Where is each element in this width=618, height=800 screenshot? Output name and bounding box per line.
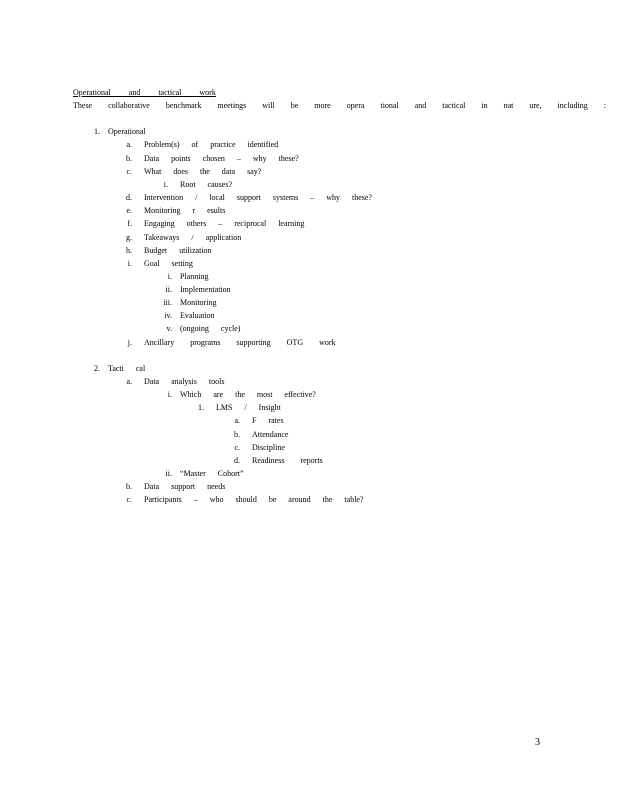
list-item: Monitoring [180,298,217,307]
list-label: b. [234,430,240,439]
list-label: iii. [163,298,172,307]
list-item: “Master Cohort” [180,469,244,478]
list-item: Budget utilization [144,246,212,255]
list-label: c. [234,443,240,452]
list-item: Problem(s) of practice identified [144,140,279,149]
section1-title: Operational [108,127,146,136]
list-item: Data points chosen – why these? [144,154,299,163]
list-item: Which are the most effective? [180,390,316,399]
list-label: ii. [165,285,172,294]
list-label: i. [167,272,172,281]
list-label: d. [126,193,132,202]
list-item: Attendance [252,430,289,439]
list-label: a. [234,416,240,425]
list-item: Discipline [252,443,285,452]
list-item: Engaging others – reciprocal learning [144,219,305,228]
list-item: Evaluation [180,311,215,320]
list-label: ii. [165,469,172,478]
list-label: v. [166,324,172,333]
list-label: h. [126,246,132,255]
list-label: g. [126,233,132,242]
section2-label: 2. [94,364,100,373]
list-label: i. [127,259,132,268]
list-label: j. [127,338,132,347]
list-label: iv. [164,311,172,320]
section-heading: Operational and tactical work [73,88,216,97]
list-item: Data analysis tools [144,377,225,386]
list-label: i. [167,390,172,399]
list-item: What does the data say? [144,167,262,176]
list-item: F rates [252,416,284,425]
list-item: Readiness reports [252,456,323,465]
section1-label: 1. [94,127,100,136]
intro-paragraph: These collaborative benchmark meetings will be more opera tional and tactical in nat ure, including : [73,101,606,110]
list-item: Takeaways / application [144,233,242,242]
section2-title: Tacti cal [108,364,146,373]
list-item: Ancillary programs supporting OTG work [144,338,336,347]
list-item: (ongoing cycle) [180,324,241,333]
list-item: Planning [180,272,209,281]
list-label: a. [126,377,132,386]
list-label: b. [126,482,132,491]
list-item: Participants – who should be around the table? [144,495,364,504]
list-item: Data support needs [144,482,226,491]
list-label: 1. [198,403,204,412]
list-label: a. [126,140,132,149]
list-label: e. [126,206,132,215]
list-item: Goal setting [144,259,193,268]
list-label: c. [126,167,132,176]
list-label: i. [163,180,168,189]
page-number: 3 [535,737,540,748]
list-item: LMS / Insight [216,403,281,412]
list-label: c. [126,495,132,504]
list-item: Root causes? [180,180,232,189]
list-label: d. [234,456,240,465]
list-label: f. [127,219,132,228]
list-item: Intervention / local support systems – why these? [144,193,372,202]
list-item: Monitoring r esults [144,206,226,215]
list-item: Implementation [180,285,231,294]
list-label: b. [126,154,132,163]
